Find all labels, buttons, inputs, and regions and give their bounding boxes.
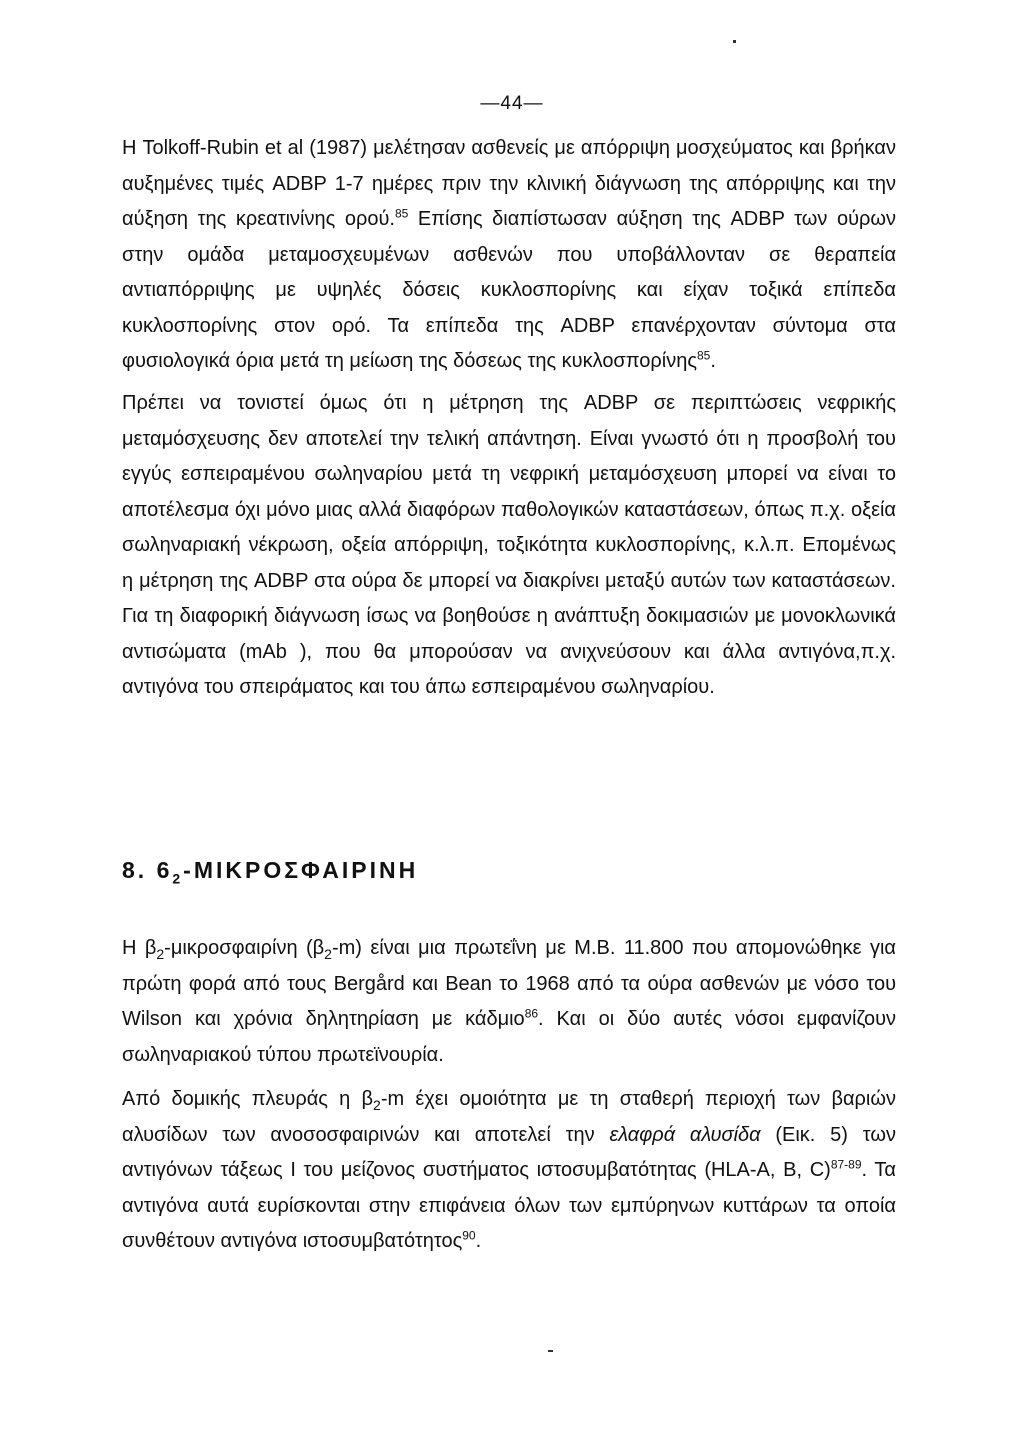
- footnote-ref: 87-89: [830, 1157, 862, 1172]
- paragraph-text: Πρέπει να τονιστεί όμως ότι η μέτρηση της ADBP σε περιπτώσεις νεφρικής μεταμόσχευσης δεν αποτελεί την τελική απάντηση. Είναι γνωστό ότι η προσβολή του εγγύς εσπειραμένου σωληναρίου μετά τη νεφρική μεταμόσχευση μπορεί να είναι το αποτέλεσμα όχι μόνο μιας αλλά διαφόρων παθολογικών καταστάσεων, όπως π.χ. οξεία σωληναριακή νέκρωση, οξεία απόρριψη, τοξικότητα κυκλοσπορίνης, κ.λ.π. Επομένως η μέτρηση της ADBP στα ούρα δε μπορεί να διακρίνει μεταξύ αυτών των καταστάσεων. Για τη διαφορική διάγνωση ίσως να βοηθούσε η ανάπτυξη δοκιμασιών με μονοκλωνικά αντισώματα (mAb ), που θα μπορούσαν να ανιχνεύσουν και άλλα αντιγόνα,π.χ. αντιγόνα του σπειράματος και του άπω εσπειραμένου σωληναρίου.: [122, 392, 896, 698]
- subscript: 2: [156, 946, 165, 962]
- paragraph-b2m-structure: [122, 1082, 896, 1260]
- paragraph-text: Από δομικής πλευράς η β: [122, 1088, 374, 1110]
- paragraph-text: -m) είναι μια πρωτεΐνη με Μ.Β. 11.800 που απομονώθηκε για πρώτη φορά από τους Bergård και Bean το 1968 από τα ούρα ασθενών με νόσο του Wilson και χρόνια δηλητηρίαση με κάδμιο: [122, 937, 896, 1030]
- scan-mark: [733, 40, 736, 43]
- paragraph-text: Η β: [122, 937, 157, 959]
- subscript: 2: [324, 946, 332, 962]
- footnote-ref: 85: [697, 348, 711, 363]
- paragraph-text: . Και οι δύο αυτές νόσοι εμφανίζουν σωληναριακού τύπου πρωτεϊνουρία.: [122, 1008, 897, 1066]
- paragraph-text: .: [710, 350, 716, 372]
- paragraph-transplant-measurement: [122, 386, 896, 706]
- section-title-subscript: 2: [172, 870, 184, 887]
- paragraph-text: -μικροσφαιρίνη (β: [164, 937, 325, 959]
- paragraph-tolkoff-rubin: [122, 131, 896, 380]
- paragraph-b2m-intro: [122, 931, 896, 1073]
- footnote-ref: 86: [524, 1006, 539, 1021]
- section-title-rest: -ΜΙΚΡΟΣΦΑΙΡΙΝΗ: [183, 857, 419, 883]
- paragraph-text: Επίσης διαπίστωσαν αύξηση της ADBP των ούρων στην ομάδα μεταμοσχευμένων ασθενών που υποβάλλονταν σε θεραπεία αντιαπόρριψης με υψηλές δόσεις κυκλοσπορίνης και είχαν τοξικά επίπεδα κυκλοσπορίνης στον ορό. Τα επίπεδα της ADBP επανέρχονταν σύντομα στα φυσιολογικά όρια μετά τη μείωση της δόσεως της κυκλοσπορίνης: [122, 208, 897, 372]
- subscript: 2: [373, 1097, 381, 1113]
- paragraph-text: -m έχει ομοιότητα με τη σταθερή περιοχή των βαριών αλυσίδων των ανοσοσφαιρινών και αποτελεί την: [122, 1088, 896, 1146]
- page-number: —44—: [480, 93, 544, 114]
- scan-mark: [548, 1350, 553, 1352]
- section-number: 8.: [122, 857, 148, 883]
- paragraph-text: .: [475, 1230, 482, 1252]
- section-heading: [122, 857, 419, 887]
- footnote-ref: 85: [394, 206, 409, 221]
- paragraph-text: (Εικ. 5) των αντιγόνων τάξεως Ι του μείζονος συστήματος ιστοσυμβατότητας (HLA-A, B, C): [122, 1123, 896, 1181]
- paragraph-text: . Τα αντιγόνα αυτά ευρίσκονται στην επιφάνεια όλων των εμπύρηνων κυττάρων τα οποία συνθέτουν αντιγόνα ιστοσυμβατότητος: [122, 1159, 896, 1252]
- footnote-ref: 90: [462, 1228, 476, 1243]
- paragraph-text: Η Tolkoff-Rubin et al (1987) μελέτησαν ασθενείς με απόρριψη μοσχεύματος και βρήκαν αυξημένες τιμές ADBP 1-7 ημέρες πριν την κλινική διάγνωση της απόρριψης και την αύξηση της κρεατινίνης ορού.: [122, 137, 896, 230]
- italic-term: ελαφρά αλυσίδα: [609, 1123, 761, 1146]
- section-title-prefix: 6: [156, 857, 173, 883]
